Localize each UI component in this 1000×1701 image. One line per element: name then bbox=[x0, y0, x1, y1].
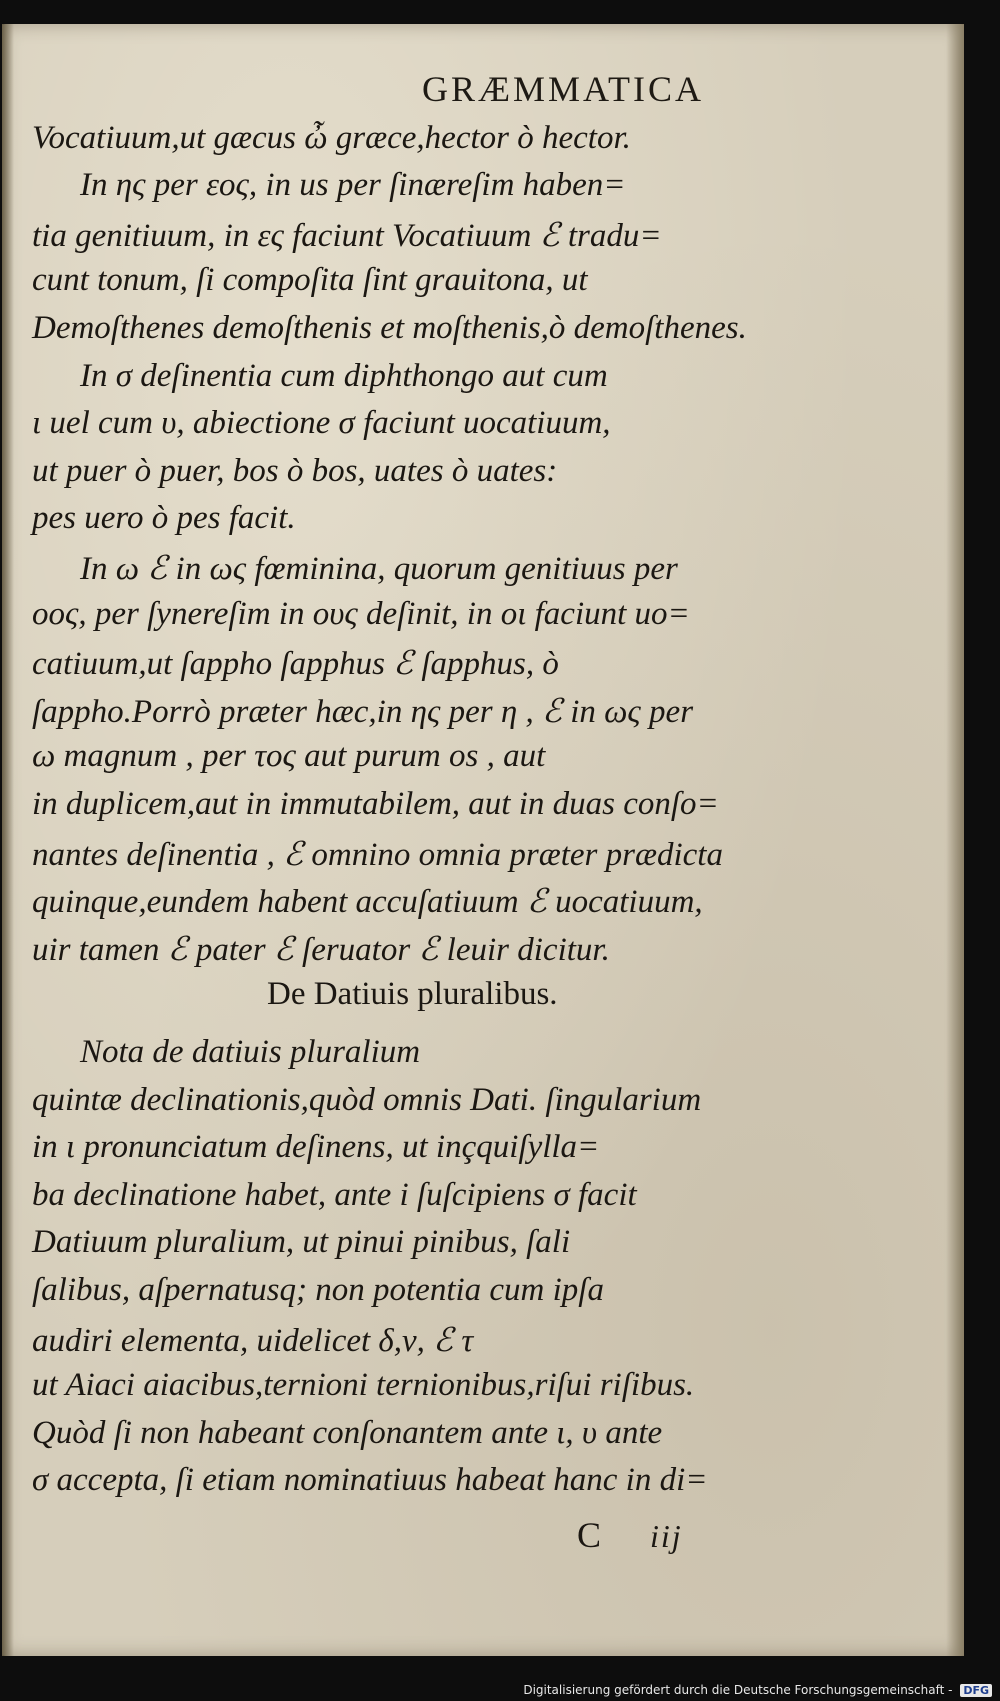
text-line: in duplicem,aut in immutabilem, aut in duas conſo= bbox=[32, 786, 719, 822]
text-line: quintæ declinationis,quòd omnis Dati. ſingularium bbox=[32, 1082, 702, 1118]
text-line: tia genitiuum, in ες faciunt Vocatiuum ℰ tradu= bbox=[32, 218, 662, 254]
running-head: GRÆMMATICA bbox=[421, 69, 705, 109]
text-line: ι uel cum υ, abiectione σ faciunt uocatiuum, bbox=[32, 405, 611, 441]
credit-text: Digitalisierung gefördert durch die Deutsche Forschungsgemeinschaft - bbox=[523, 1683, 953, 1697]
text-line: cunt tonum, ſi compoſita ſint grauitona, ut bbox=[32, 262, 588, 298]
text-line: Quòd ſi non habeant conſonantem ante ι, υ ante bbox=[32, 1415, 663, 1451]
text-line: Vocatiuum,ut gæcus ὦ græce,hector ò hector. bbox=[32, 120, 631, 156]
text-line: audiri elementa, uidelicet δ,ν, ℰ τ bbox=[32, 1323, 474, 1359]
dfg-logo: DFG bbox=[960, 1684, 992, 1697]
signature-mark bbox=[577, 1514, 683, 1556]
text-line: catiuum,ut ſappho ſapphus ℰ ſapphus, ò bbox=[32, 646, 559, 682]
text-line: quinque,eundem habent accuſatiuum ℰ uocatiuum, bbox=[32, 884, 703, 920]
page-gutter-shadow bbox=[2, 24, 14, 1656]
catch-letter: C bbox=[577, 1515, 604, 1555]
text-line: ω magnum , per τος aut purum os , aut bbox=[32, 738, 546, 774]
text-line: pes uero ò pes facit. bbox=[32, 500, 296, 536]
text-line: Nota de datiuis pluralium bbox=[80, 1034, 421, 1070]
text-line: in ι pronunciatum deſinens, ut inçquiſylla= bbox=[32, 1129, 600, 1165]
text-line: Datiuum pluralium, ut pinui pinibus, ſali bbox=[32, 1224, 571, 1260]
text-line: In ης per εος, in us per ſinæreſim haben= bbox=[80, 167, 626, 203]
text-line: ba declinatione habet, ante i ſuſcipiens σ facit bbox=[32, 1177, 637, 1213]
text-line: Demoſthenes demoſthenis et moſthenis,ò demoſthenes. bbox=[32, 310, 747, 346]
text-line: σ accepta, ſi etiam nominatiuus habeat hanc in di= bbox=[32, 1462, 708, 1498]
book-page bbox=[2, 24, 964, 1656]
text-line: ſappho.Porrò præter hæc,in ης per η , ℰ in ως per bbox=[32, 694, 694, 730]
signature-number: iij bbox=[650, 1518, 683, 1554]
text-line: οος, per ſynereſim in ους deſinit, in οι faciunt uo= bbox=[32, 596, 690, 632]
text-line: In ω ℰ in ως fœminina, quorum genitiuus per bbox=[80, 551, 678, 587]
text-line: ut Aiaci aiacibus,ternioni ternionibus,riſui riſibus. bbox=[32, 1367, 695, 1403]
text-line: ſalibus, aſpernatusq; non potentia cum ipſa bbox=[32, 1272, 604, 1308]
page-edge-shadow bbox=[946, 24, 964, 1656]
digitization-credit bbox=[523, 1683, 992, 1697]
text-line: nantes deſinentia , ℰ omnino omnia præter prædicta bbox=[32, 837, 723, 873]
text-line: uir tamen ℰ pater ℰ ſeruator ℰ leuir dicitur. bbox=[32, 932, 610, 968]
text-line: In σ deſinentia cum diphthongo aut cum bbox=[80, 358, 608, 394]
section-heading: De Datiuis pluralibus. bbox=[267, 976, 558, 1012]
text-line: ut puer ò puer, bos ò bos, uates ò uates: bbox=[32, 453, 558, 489]
